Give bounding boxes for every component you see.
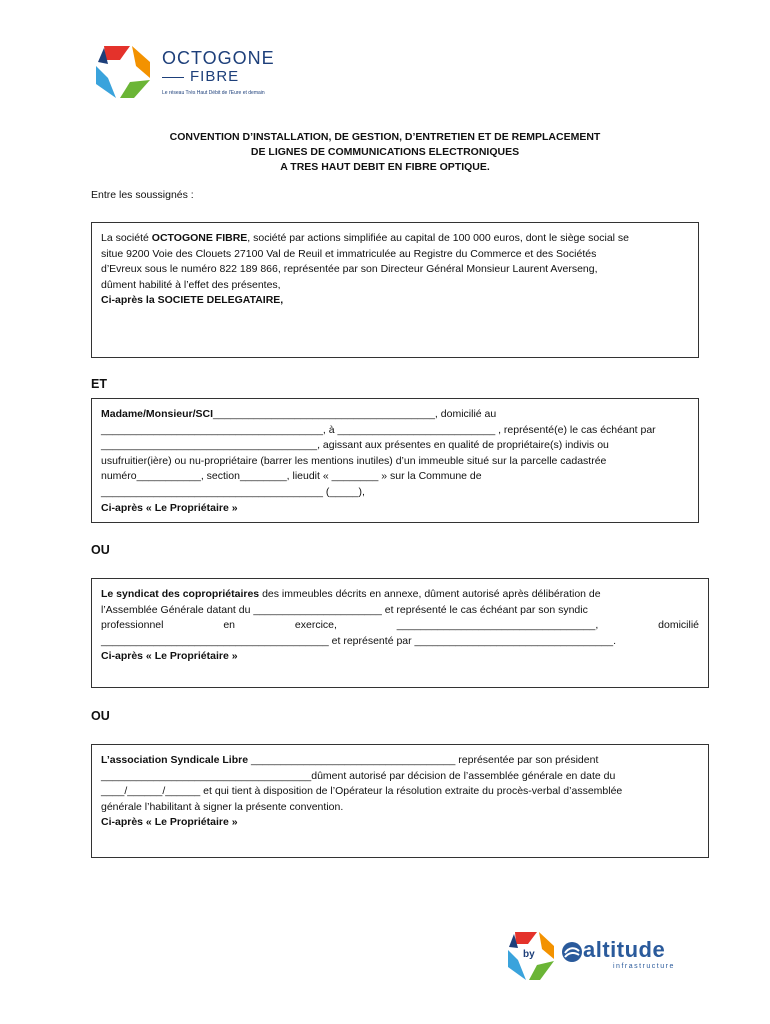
box4-line-5: Ci-après « Le Propriétaire » xyxy=(101,816,238,829)
heading-ou-2: OU xyxy=(91,709,110,723)
box2-line-3: _____________________________________, agissant aux présentes en qualité de propriétaire(s) indivis ou xyxy=(101,439,609,452)
box1-line-3: d’Evreux sous le numéro 822 189 866, représentée par son Directeur Général Monsieur Laurent Averseng, xyxy=(101,263,598,276)
box2-line-7: Ci-après « Le Propriétaire » xyxy=(101,501,238,514)
document-title xyxy=(120,130,650,175)
company-party-box xyxy=(91,222,699,358)
owner-party-box xyxy=(91,398,699,523)
footer-by: by xyxy=(523,949,535,960)
box3-line-3: professionnel en exercice, __________________________________, domicilié xyxy=(101,619,699,632)
heading-et: ET xyxy=(91,377,107,391)
header-logo xyxy=(90,42,280,102)
footer-brand-sub: infrastructure xyxy=(613,963,675,970)
logo-name-line2: FIBRE xyxy=(190,68,240,85)
company-name: OCTOGONE FIBRE xyxy=(151,232,248,244)
box1-line-5: Ci-après la SOCIETE DELEGATAIRE, xyxy=(101,294,284,307)
box4-line-3: ____/______/______ et qui tient à disposition de l’Opérateur la résolution extraite du procès-verbal d’assemblée xyxy=(101,785,623,798)
box1-line-2: situe 9200 Voie des Clouets 27100 Val de Reuil et immatriculée au Registre du Commerce et des Sociétés xyxy=(101,247,597,260)
footer-logo xyxy=(503,929,693,985)
box1-line-1: La société OCTOGONE FIBRE, société par actions simplifiée au capital de 100 000 euros, dont le siège social se xyxy=(101,232,630,244)
title-line-3: A TRES HAUT DEBIT EN FIBRE OPTIQUE. xyxy=(280,161,490,173)
intro-text: Entre les soussignés : xyxy=(91,189,194,201)
box3-line-2: l’Assemblée Générale datant du ______________________ et représenté le cas échéant par son syndic xyxy=(101,603,588,616)
title-line-1: CONVENTION D’INSTALLATION, DE GESTION, D’ENTRETIEN ET DE REMPLACEMENT xyxy=(169,131,601,143)
box3-line-4: _______________________________________ et représenté par __________________________________. xyxy=(101,634,617,647)
box4-line-4: générale l’habilitant à signer la présente convention. xyxy=(101,800,344,813)
logo-divider xyxy=(162,77,184,78)
box4-line-1: L’association Syndicale Libre ___________________________________ représentée par son président xyxy=(101,754,599,766)
syndicate-party-box xyxy=(91,578,709,688)
logo-tagline: Le réseau Très Haut Débit de l'Eure et demain xyxy=(162,90,265,96)
box3-line-5: Ci-après « Le Propriétaire » xyxy=(101,650,238,663)
logo-name-line1: OCTOGONE xyxy=(162,48,275,68)
box4-line-2: ____________________________________dûment autorisé par décision de l’assemblée générale en date du xyxy=(101,769,616,782)
footer-brand: altitude xyxy=(583,937,666,962)
box1-line-4: dûment habilité à l’effet des présentes, xyxy=(101,278,281,291)
box2-line-5: numéro___________, section________, lieudit « ________ » sur la Commune de xyxy=(101,470,482,483)
box2-line-4: usufruitier(ière) ou nu-propriétaire (barrer les mentions inutiles) d’un immeuble situé sur la parcelle cadastrée xyxy=(101,454,607,467)
association-party-box xyxy=(91,744,709,858)
altitude-swirl-icon xyxy=(561,941,583,963)
box2-line-2: ______________________________________, à ___________________________ , représenté(e) le cas échéant par xyxy=(101,423,656,436)
title-line-2: DE LIGNES DE COMMUNICATIONS ELECTRONIQUES xyxy=(250,146,520,158)
box2-line-1: Madame/Monsieur/SCI______________________________________, domicilié au xyxy=(101,408,497,420)
box2-line-6: ______________________________________ (_____), xyxy=(101,485,365,498)
heading-ou-1: OU xyxy=(91,543,110,557)
octagon-logo-icon xyxy=(90,42,154,102)
box3-line-1: Le syndicat des copropriétaires des immeubles décrits en annexe, dûment autorisé après délibération de xyxy=(101,588,601,600)
